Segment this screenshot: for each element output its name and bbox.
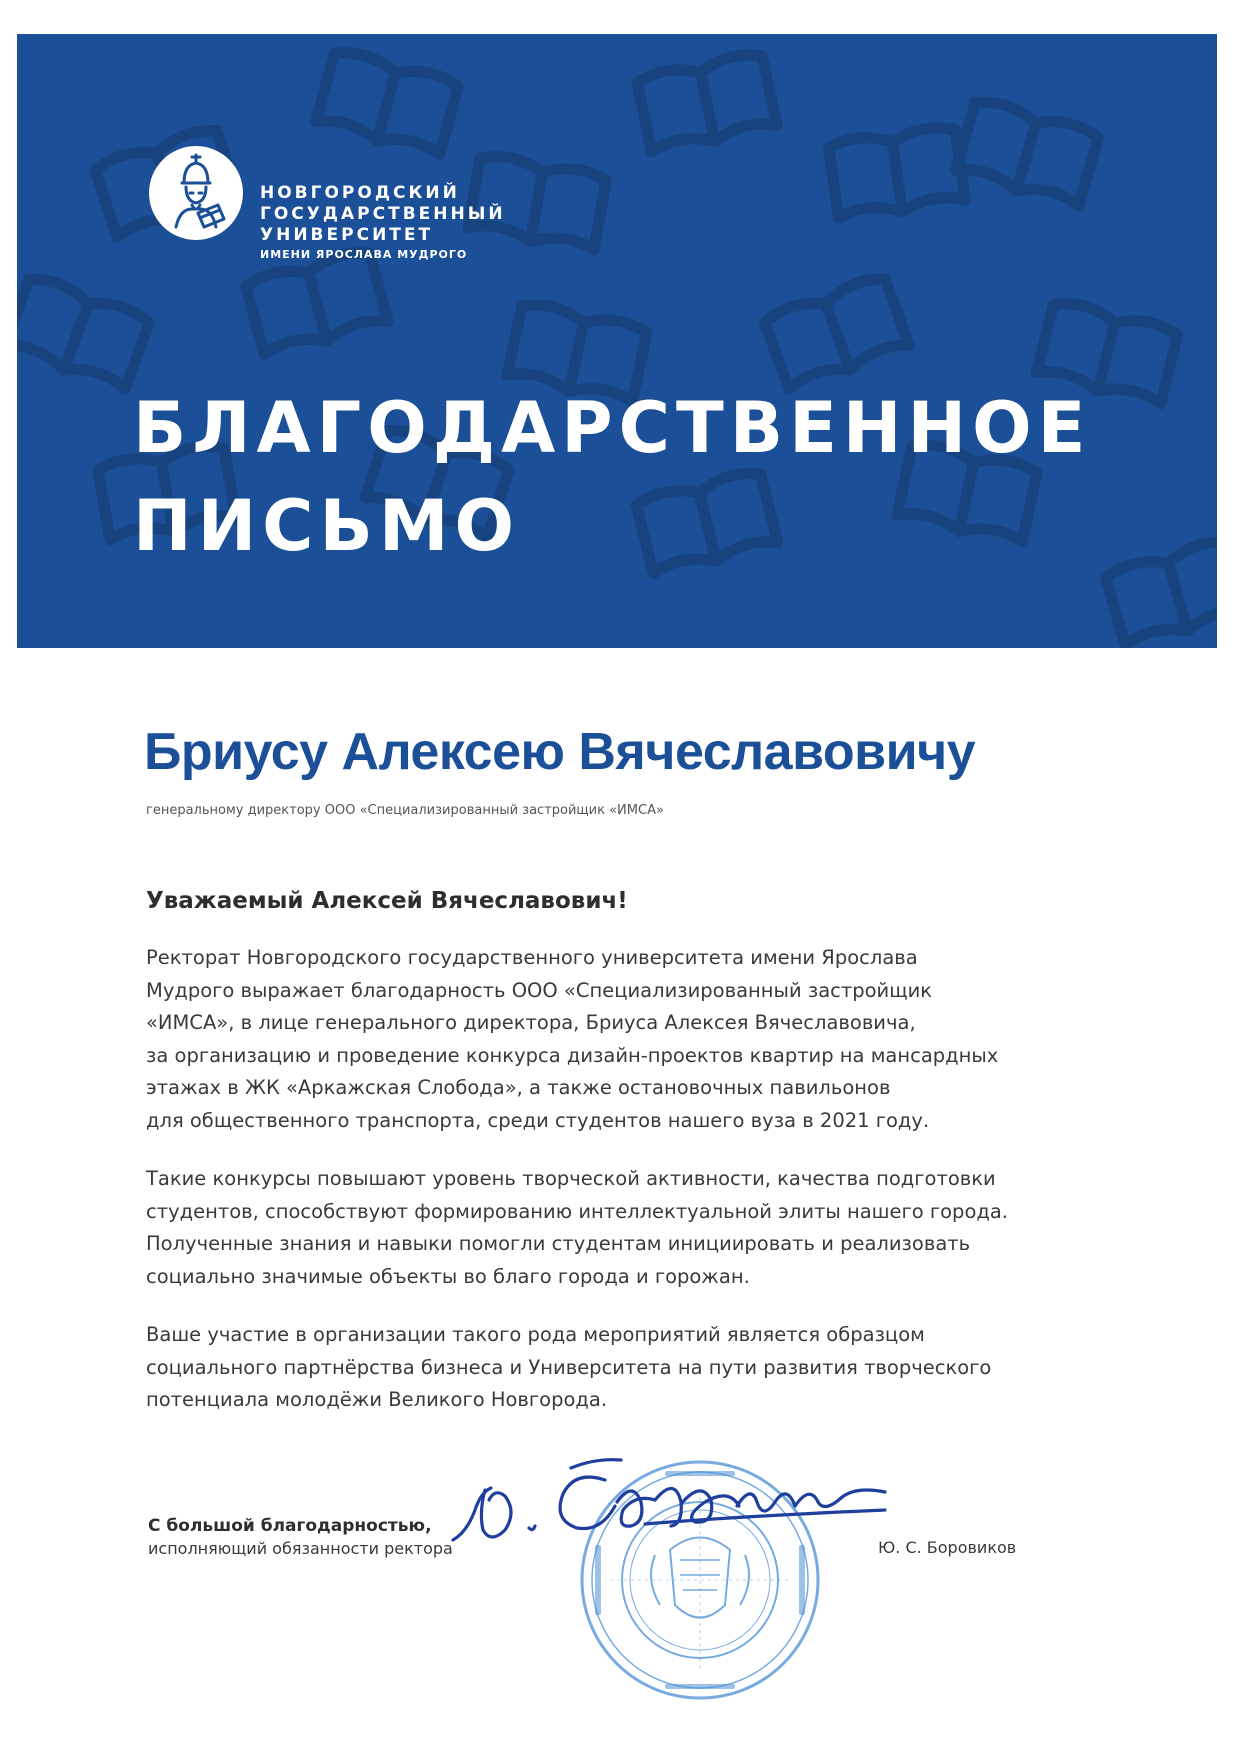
paragraph-line: Ваше участие в организации такого рода мероприятий является образцом: [146, 1323, 925, 1346]
book-icon: [955, 97, 1100, 208]
book-icon: [315, 48, 459, 158]
book-icon: [17, 274, 151, 392]
paragraph-line: Полученные знания и навыки помогли студентам инициировать и реализовать: [146, 1232, 971, 1255]
paragraph-line: социально значимые объекты во благо города и горожан.: [146, 1264, 750, 1288]
closing-phrase: С большой благодарностью,: [148, 1516, 432, 1536]
paragraph-1: [146, 942, 1026, 1137]
paragraph-line: для общественного транспорта, среди студентов нашего вуза в 2021 году.: [146, 1108, 930, 1132]
signer-name: Ю. С. Боровиков: [878, 1538, 1017, 1557]
university-name-line-2: ГОСУДАРСТВЕННЫЙ: [260, 204, 506, 224]
paragraph-line: этажах в ЖК «Аркажская Слобода», а также остановочных павильонов: [146, 1076, 891, 1099]
paragraph-line: социального партнёрства бизнеса и Университета на пути развития творческого: [146, 1355, 992, 1379]
recipient-position: генеральному директору ООО «Специализированный застройщик «ИМСА»: [146, 803, 664, 818]
university-name: [260, 183, 506, 263]
university-name-line-1: НОВГОРОДСКИЙ: [260, 183, 460, 203]
paragraph-line: Ректорат Новгородского государственного университета имени Ярослава: [146, 946, 918, 969]
document-title-line-1: БЛАГОДАРСТВЕННОЕ: [133, 387, 1092, 469]
paragraph-line: за организацию и проведение конкурса дизайн-проектов квартир на мансардных: [146, 1043, 999, 1067]
book-icon: [636, 51, 778, 155]
handwritten-signature: [445, 1440, 905, 1560]
university-name-line-3: УНИВЕРСИТЕТ: [260, 225, 434, 245]
header-banner: [17, 34, 1217, 648]
signer-role: исполняющий обязанности ректора: [148, 1539, 453, 1558]
university-name-line-4: ИМЕНИ ЯРОСЛАВА МУДРОГО: [260, 248, 468, 261]
closing-block: [148, 1515, 453, 1560]
paragraph-line: Такие конкурсы повышают уровень творческой активности, качества подготовки: [146, 1167, 996, 1190]
book-icon: [828, 125, 966, 221]
yaroslav-the-wise-emblem-icon: [146, 143, 246, 243]
paragraph-2: [146, 1163, 1026, 1293]
book-icon: [763, 274, 910, 392]
recipient-name: Бриусу Алексею Вячеславовичу: [144, 723, 976, 781]
salutation: Уважаемый Алексей Вячеславович!: [146, 888, 628, 914]
letter-body: [146, 942, 1026, 1443]
book-icon: [245, 248, 389, 358]
paragraph-3: [146, 1319, 1026, 1417]
paragraph-line: студентов, способствуют формированию интеллектуальной элиты нашего города.: [146, 1199, 1008, 1223]
paragraph-line: Мудрого выражает благодарность ООО «Специализированный застройщик: [146, 978, 933, 1002]
book-icon: [1104, 537, 1217, 648]
document-title-line-2: ПИСЬМО: [133, 485, 521, 567]
document-title: [133, 379, 1091, 575]
paragraph-line: «ИМСА», в лице генерального директора, Бриуса Алексея Вячеславовича,: [146, 1011, 916, 1034]
paragraph-line: потенциала молодёжи Великого Новгорода.: [146, 1388, 608, 1411]
